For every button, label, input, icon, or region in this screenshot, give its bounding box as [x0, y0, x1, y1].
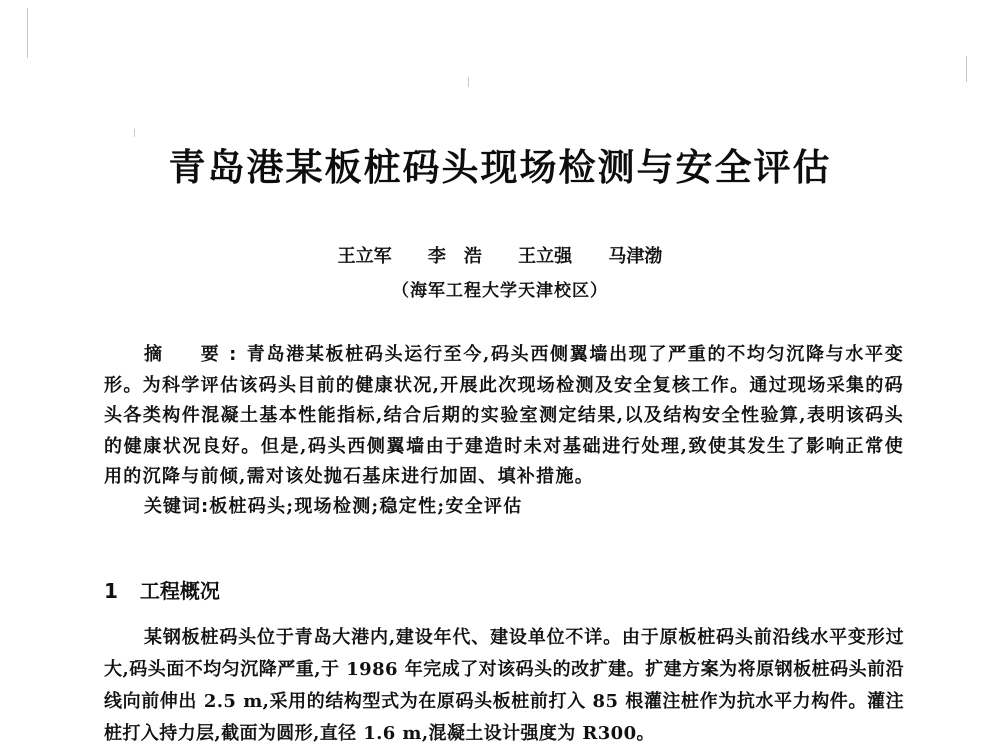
- author-list: [0, 244, 1000, 270]
- section-heading: [104, 576, 220, 606]
- paper-title: 青岛港某板桩码头现场检测与安全评估: [168, 146, 832, 189]
- author-affiliation: （海军工程大学天津校区）: [392, 281, 608, 301]
- abstract-text: 青岛港某板桩码头运行至今,码头西侧翼墙出现了严重的不均匀沉降与水平变形。为科学评估该码头目前的健康状况,开展此次现场检测及安全复核工作。通过现场采集的码头各类构件混凝土基本性能指标,结合后期的实验室测定结果,以及结构安全性验算,表明该码头的健康状况良好。但是,码头西侧翼墙由于建造时未对基础进行处理,致使其发生了影响正常使用的沉降与前倾,需对该处抛石基床进行加固、填补措施。: [104, 344, 905, 487]
- author-name: 王立强: [518, 246, 573, 267]
- scan-speck: [966, 56, 967, 82]
- section-number: 1: [104, 579, 118, 603]
- keywords-line: [144, 492, 904, 522]
- body-paragraph: 某钢板桩码头位于青岛大港内,建设年代、建设单位不详。由于原板桩码头前沿线水平变形过大,码头面不均匀沉降严重,于 1986 年完成了对该码头的改扩建。扩建方案为将原钢板桩码头前沿线向前伸出 2.5 m,采用的结构型式为在原码头板桩前打入 85 根灌注桩作为抗水平力构件。灌注桩打入持力层,截面为圆形,直径 1.6 m,混凝土设计强度为 R300。: [104, 627, 904, 744]
- scan-speck: [468, 77, 469, 87]
- scan-speck: [134, 129, 135, 137]
- scan-speck: [27, 8, 28, 58]
- section-title: 工程概况: [139, 579, 220, 603]
- keywords-text: 板桩码头;现场检测;稳定性;安全评估: [209, 496, 523, 517]
- author-name: 马津渤: [608, 246, 663, 267]
- keywords-label: 关键词:: [144, 496, 210, 517]
- abstract-paragraph: [104, 340, 904, 493]
- author-name: 李 浩: [427, 246, 482, 267]
- author-name: 王立军: [337, 246, 392, 267]
- abstract-label: 摘 要:: [144, 344, 247, 365]
